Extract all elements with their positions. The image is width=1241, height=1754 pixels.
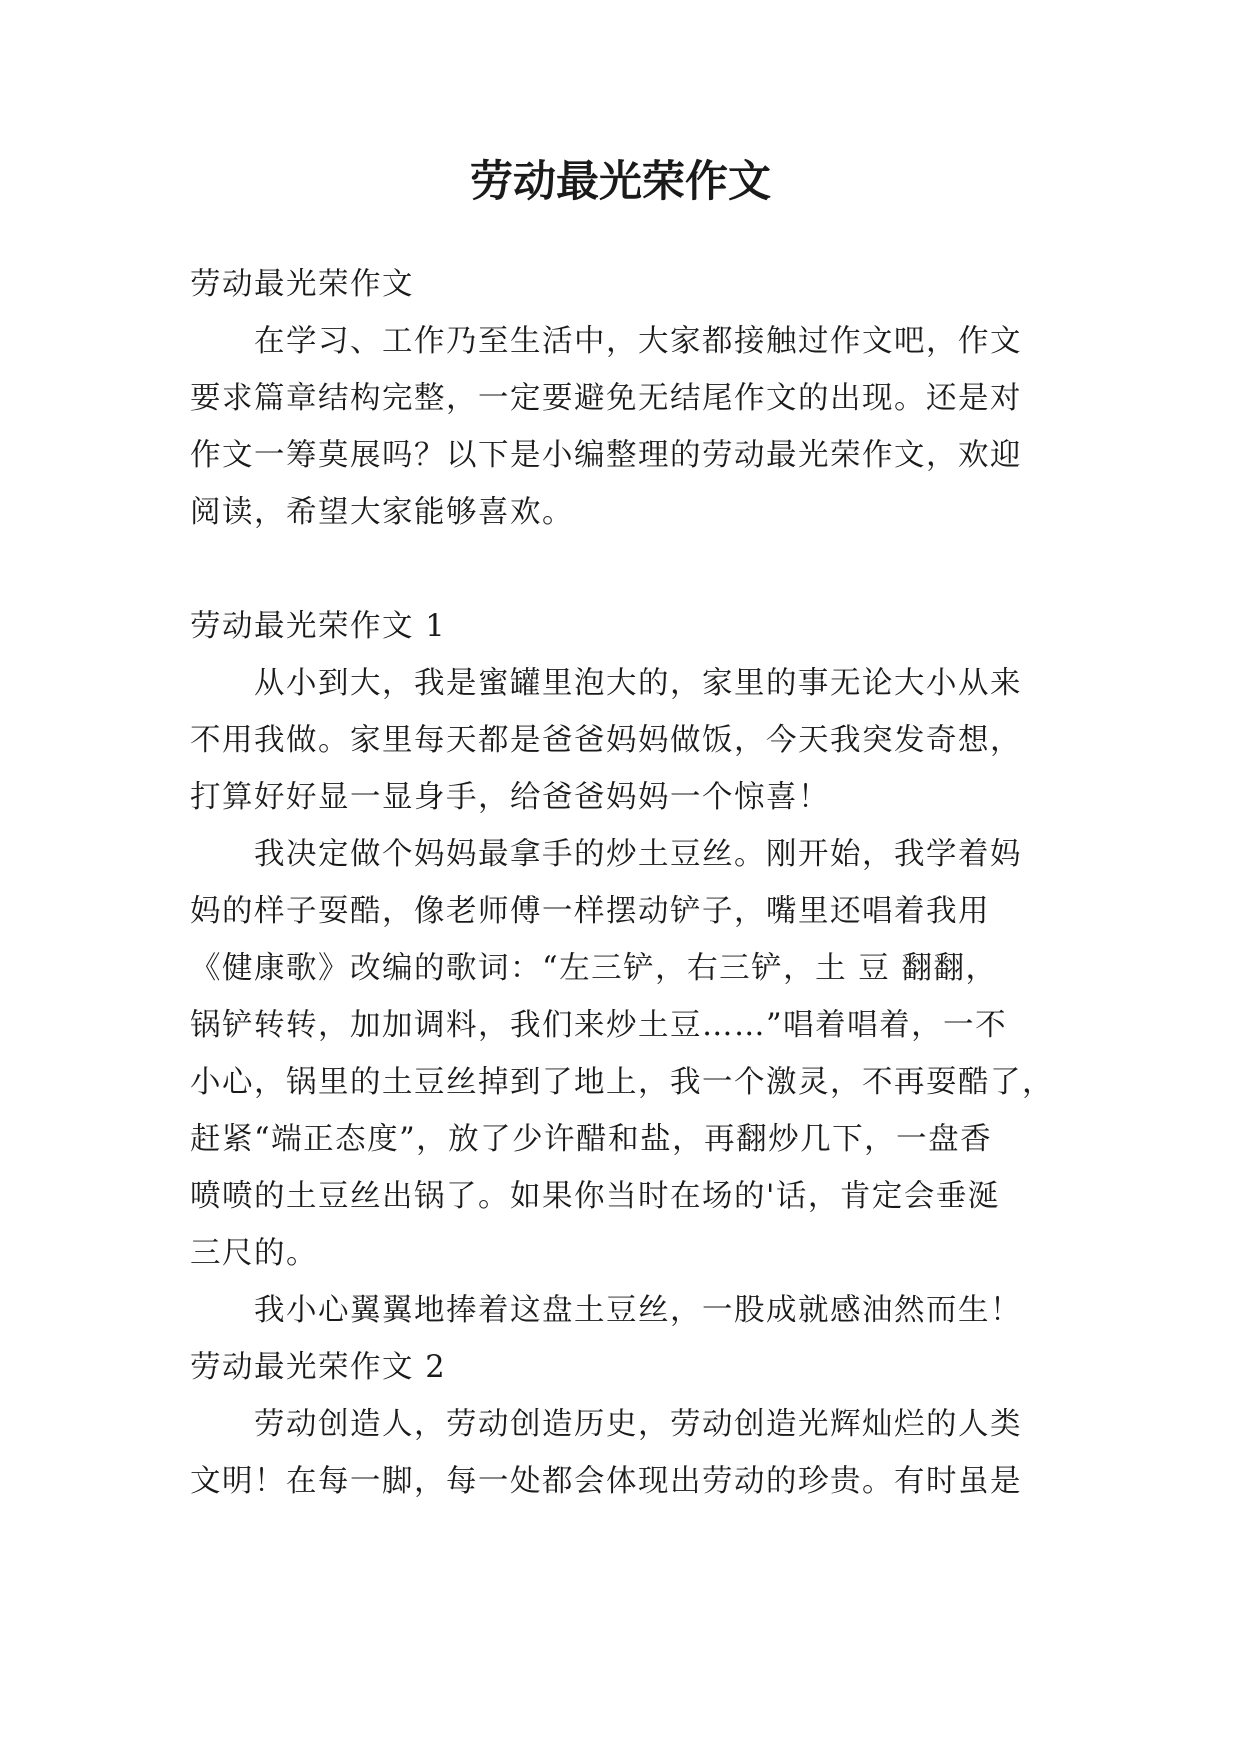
paragraph-line: 《健康歌》改编的歌词：“左三铲，右三铲，土 豆 翻翻， <box>190 951 998 986</box>
section1-paragraph-2 <box>190 826 1054 1282</box>
section1-paragraph-1 <box>190 655 1050 826</box>
paragraph-line: 不用我做。家里每天都是爸爸妈妈做饭，今天我突发奇想， <box>190 723 1022 758</box>
intro-paragraph <box>190 313 1050 541</box>
section2-paragraph-1 <box>190 1396 1050 1510</box>
section1-paragraph-3 <box>190 1282 1050 1339</box>
section-heading-1: 劳动最光荣作文 1 <box>190 609 447 644</box>
paragraph-line: 喷喷的土豆丝出锅了。如果你当时在场的'话，肯定会垂涎 <box>190 1179 1000 1214</box>
paragraph-line: 在学习、工作乃至生活中，大家都接触过作文吧，作文 <box>254 324 1022 359</box>
paragraph-line: 要求篇章结构完整，一定要避免无结尾作文的出现。还是对 <box>190 381 1022 416</box>
paragraph-line: 赶紧“端正态度”，放了少许醋和盐，再翻炒几下，一盘香 <box>190 1122 993 1157</box>
paragraph-line: 妈的样子耍酷，像老师傅一样摆动铲子，嘴里还唱着我用 <box>190 894 990 929</box>
paragraph-line: 锅铲转转，加加调料，我们来炒土豆……”唱着唱着，一不 <box>190 1008 1008 1043</box>
section-spacer <box>190 541 1050 598</box>
document-body <box>190 256 1054 1510</box>
paragraph-line: 我决定做个妈妈最拿手的炒土豆丝。刚开始，我学着妈 <box>254 837 1022 872</box>
section-heading-2: 劳动最光荣作文 2 <box>190 1350 447 1385</box>
paragraph-line: 三尺的。 <box>190 1236 318 1271</box>
paragraph-line: 文明！在每一脚，每一处都会体现出劳动的珍贵。有时虽是 <box>190 1464 1022 1499</box>
paragraph-line: 打算好好显一显身手，给爸爸妈妈一个惊喜！ <box>190 780 830 815</box>
paragraph-line: 我小心翼翼地捧着这盘土豆丝，一股成就感油然而生！ <box>254 1293 1022 1328</box>
document-title: 劳动最光荣作文 <box>470 157 771 207</box>
paragraph-line: 作文一筹莫展吗？以下是小编整理的劳动最光荣作文，欢迎 <box>190 438 1022 473</box>
intro-heading: 劳动最光荣作文 <box>190 267 414 302</box>
paragraph-line: 从小到大，我是蜜罐里泡大的，家里的事无论大小从来 <box>254 666 1022 701</box>
paragraph-line: 小心，锅里的土豆丝掉到了地上，我一个激灵，不再耍酷了， <box>190 1065 1054 1100</box>
paragraph-line: 阅读，希望大家能够喜欢。 <box>190 495 574 530</box>
paragraph-line: 劳动创造人，劳动创造历史，劳动创造光辉灿烂的人类 <box>254 1407 1022 1442</box>
